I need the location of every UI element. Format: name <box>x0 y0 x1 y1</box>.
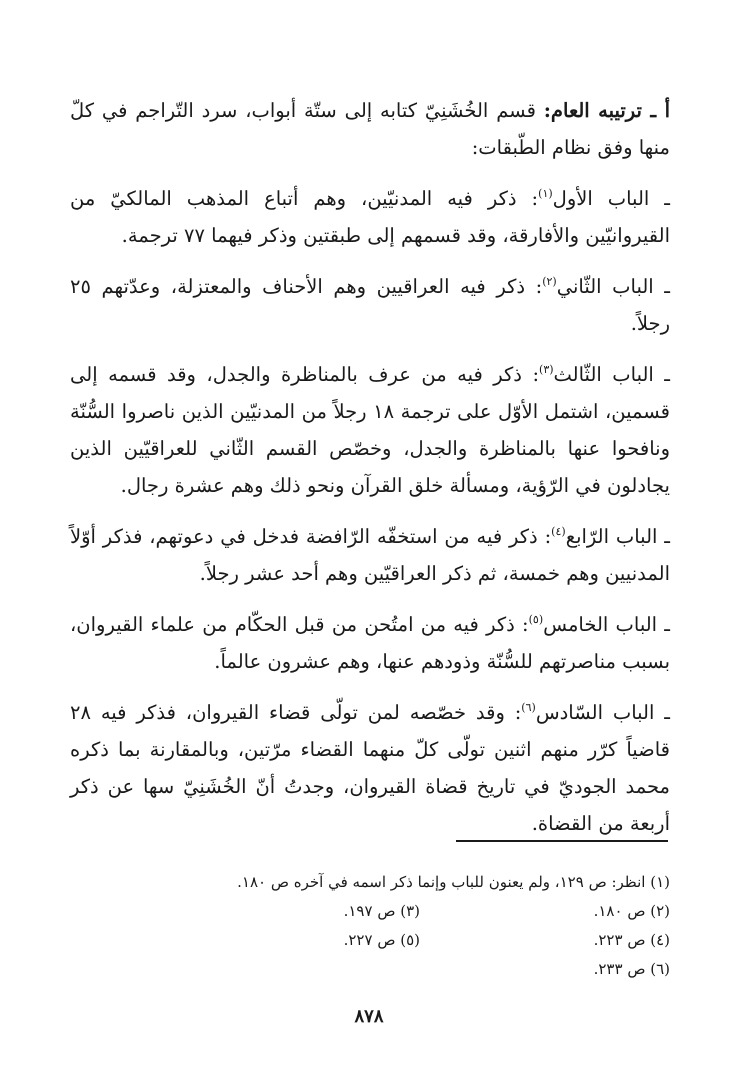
chapter-text: : ذكر فيه من استخفّه الرّافضة فدخل في دعوتهم، فذكر أوّلاً المدنيين وهم خمسة، ثم ذكر العراقيّين وهم أحد عشر رجلاً. <box>70 525 670 585</box>
footnote-ref: (٢) <box>542 275 557 288</box>
footnote-2: (٢) ص ١٨٠. <box>593 902 670 920</box>
chapter-paragraph-3 <box>70 356 670 504</box>
footnote-ref: (٦) <box>521 701 536 714</box>
footnote-row <box>70 926 670 955</box>
chapter-text: : ذكر فيه من عرف بالمناظرة والجدل، وقد قسمه إلى قسمين، اشتمل الأوّل على ترجمة ١٨ رجلاً من المدنيّين الذين ناصروا السُّنّة ونافحوا عنها بالمناظرة والجدل، وخصّص القسم الثّاني للعراقيّين الذين يجادلون في الرّؤية، ومسألة خلق القرآن ونحو ذلك وهم عشرة رجال. <box>70 363 670 497</box>
footnote-6: (٦) ص ٢٣٣. <box>593 960 670 978</box>
intro-text: قسم الخُشَنِيّ كتابه إلى ستّة أبواب، سرد التّراجم في كلّ منها وفق نظام الطّبقات: <box>70 99 670 159</box>
chapter-label: ـ الباب الثّالث <box>553 363 670 386</box>
chapter-paragraph-5 <box>70 606 670 680</box>
chapter-label: ـ الباب الأول <box>552 187 671 210</box>
chapter-label: ـ الباب الخامس <box>543 613 670 636</box>
footnote-row <box>70 897 670 926</box>
chapter-text: : ذكر فيه من امتُحن من قبل الحكّام من علماء القيروان، بسبب مناصرتهم للسُّنّة وذودهم عنها، وهم عشرون عالماً. <box>70 613 670 673</box>
chapter-text: : ذكر فيه العراقيين وهم الأحناف والمعتزلة، وعدّتهم ٢٥ رجلاً. <box>70 275 670 335</box>
footnote-ref: (٥) <box>528 613 544 626</box>
footnote-3: (٣) ص ١٩٧. <box>343 902 420 920</box>
footnote-row <box>70 868 670 897</box>
chapter-label: ـ الباب الرّابع <box>565 525 670 548</box>
chapter-label: ـ الباب السّادس <box>535 701 670 724</box>
page-number: ٨٧٨ <box>354 1006 384 1027</box>
chapter-label: ـ الباب الثّاني <box>556 275 670 298</box>
chapter-paragraph-6 <box>70 694 670 842</box>
footnote-separator <box>456 840 668 842</box>
footnote-4: (٤) ص ٢٢٣. <box>593 931 670 949</box>
footnote-1: (١) انظر: ص ١٢٩، ولم يعنون للباب وإنما ذكر اسمه في آخره ص ١٨٠. <box>237 873 670 891</box>
chapter-paragraph-1 <box>70 180 670 254</box>
chapter-text: : ذكر فيه المدنيّين، وهم أتباع المذهب المالكيّ من القيروانيّين والأفارقة، وقد قسمهم إلى طبقتين وذكر فيهما ٧٧ ترجمة. <box>70 187 670 247</box>
footnote-ref: (٤) <box>551 525 566 538</box>
footnotes <box>70 868 670 984</box>
intro-paragraph <box>70 92 670 166</box>
main-text <box>70 92 670 856</box>
footnote-ref: (١) <box>538 187 553 200</box>
footnote-ref: (٣) <box>539 363 554 376</box>
footnote-5: (٥) ص ٢٢٧. <box>343 931 420 949</box>
footnote-row <box>70 955 670 984</box>
intro-heading: أ ـ ترتيبه العام: <box>543 99 670 122</box>
chapter-paragraph-2 <box>70 268 670 342</box>
chapter-text: : وقد خصّصه لمن تولّى قضاء القيروان، فذكر فيه ٢٨ قاضياً كرّر منهم اثنين تولّى كلّ منهما القضاء مرّتين، وبالمقارنة بما ذكره محمد الجوديّ في تاريخ قضاة القيروان، وجدتُ أنّ الخُشَنِيّ سها عن ذكر أربعة من القضاة. <box>70 701 670 835</box>
chapter-paragraph-4 <box>70 518 670 592</box>
